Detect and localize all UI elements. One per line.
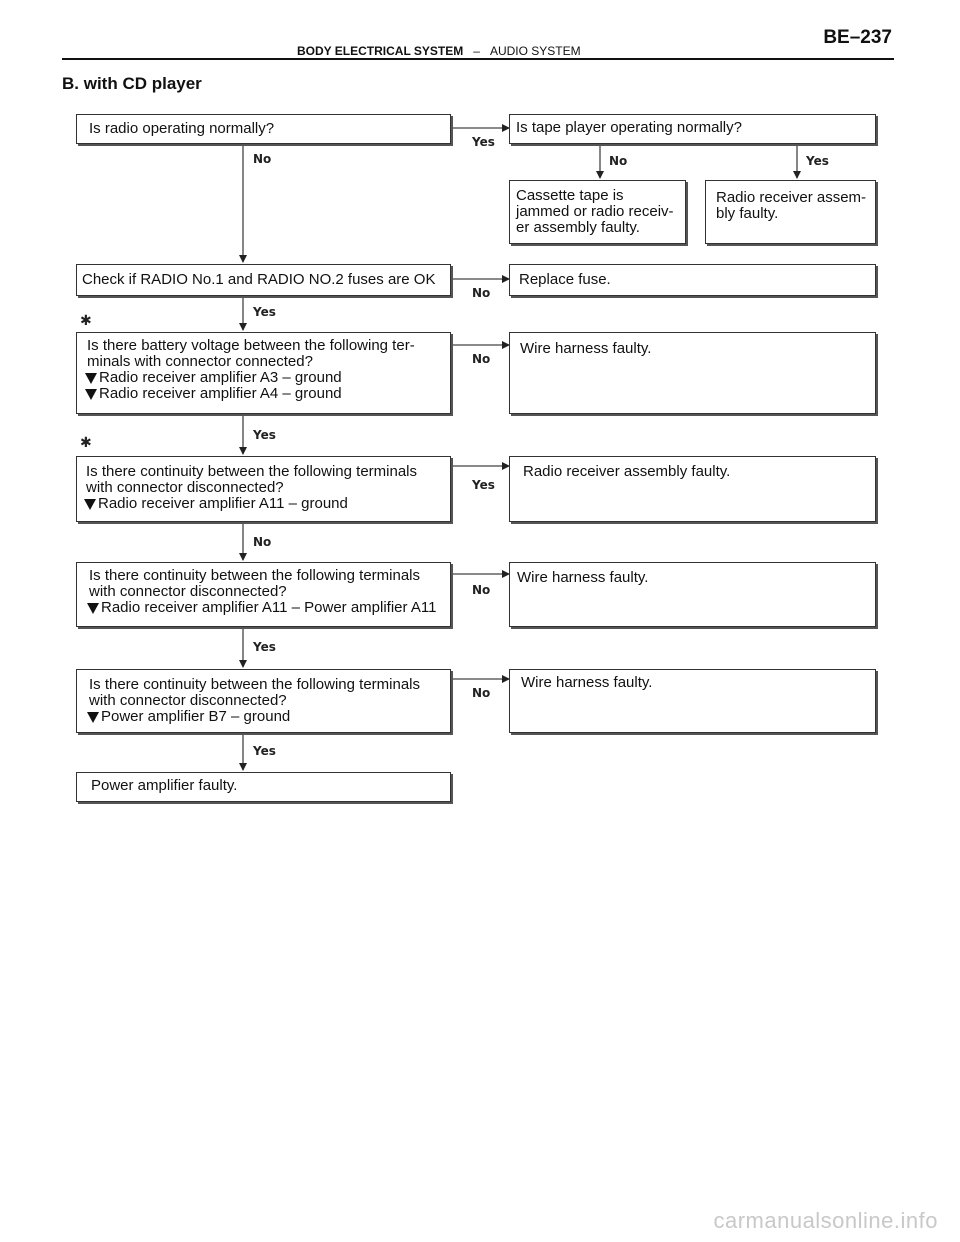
result-receiver-assembly-faulty: Radio receiver assembly faulty.	[509, 456, 876, 522]
result-power-amplifier-faulty: Power amplifier faulty.	[76, 772, 451, 802]
subsection-name: AUDIO SYSTEM	[489, 44, 581, 58]
label-yes: Yes	[806, 154, 829, 168]
page-number: BE–237	[823, 27, 892, 48]
watermark: carmanualsonline.info	[713, 1208, 938, 1233]
result-cassette-jammed: Cassette tape is jammed or radio receiv- er assembly faulty.	[509, 180, 686, 244]
label-no: No	[472, 583, 491, 597]
header-separator: –	[473, 44, 480, 58]
result-wire-harness-faulty: Wire harness faulty.	[509, 669, 876, 733]
label-no: No	[472, 686, 491, 700]
step-continuity-a11-power-amp: Is there continuity between the following terminals with connector disconnected? Radio receiver amplifier A11 – Power amplifier A11	[76, 562, 451, 627]
step-continuity-b7-ground: Is there continuity between the following terminals with connector disconnected? Power amplifier B7 – ground	[76, 669, 451, 733]
result-replace-fuse: Replace fuse.	[509, 264, 876, 296]
label-yes: Yes	[253, 305, 276, 319]
label-no: No	[472, 352, 491, 366]
label-no: No	[609, 154, 628, 168]
step-check-fuses: Check if RADIO No.1 and RADIO NO.2 fuses are OK	[76, 264, 451, 296]
section-name: BODY ELECTRICAL SYSTEM	[297, 44, 464, 58]
label-yes: Yes	[472, 135, 495, 149]
label-no: No	[253, 152, 272, 166]
result-wire-harness-faulty: Wire harness faulty.	[509, 562, 876, 627]
bullet-item: Radio receiver amplifier A11 – Power amplifier A11	[85, 600, 444, 616]
label-yes: Yes	[253, 428, 276, 442]
result-receiver-faulty: Radio receiver assem- bly faulty.	[705, 180, 876, 244]
result-wire-harness-faulty: Wire harness faulty.	[509, 332, 876, 414]
bullet-item: Radio receiver amplifier A3 – ground	[83, 370, 444, 386]
step-tape-operating: Is tape player operating normally?	[509, 114, 876, 144]
star-marker: ✱	[80, 434, 92, 450]
bullet-item: Radio receiver amplifier A11 – ground	[82, 496, 444, 512]
bullet-item: Power amplifier B7 – ground	[85, 709, 444, 725]
section-title: B. with CD player	[62, 74, 202, 93]
label-yes: Yes	[253, 744, 276, 758]
label-yes: Yes	[253, 640, 276, 654]
step-radio-operating: Is radio operating normally?	[76, 114, 451, 144]
bullet-item: Radio receiver amplifier A4 – ground	[83, 386, 444, 402]
label-yes: Yes	[472, 478, 495, 492]
step-continuity-a11-ground: Is there continuity between the following terminals with connector disconnected? Radio receiver amplifier A11 – ground	[76, 456, 451, 522]
label-no: No	[472, 286, 491, 300]
star-marker: ✱	[80, 312, 92, 328]
step-battery-voltage: Is there battery voltage between the following ter- minals with connector connected? Radio receiver amplifier A3 – ground Radio receiver amplifier A4 – ground	[76, 332, 451, 414]
label-no: No	[253, 535, 272, 549]
